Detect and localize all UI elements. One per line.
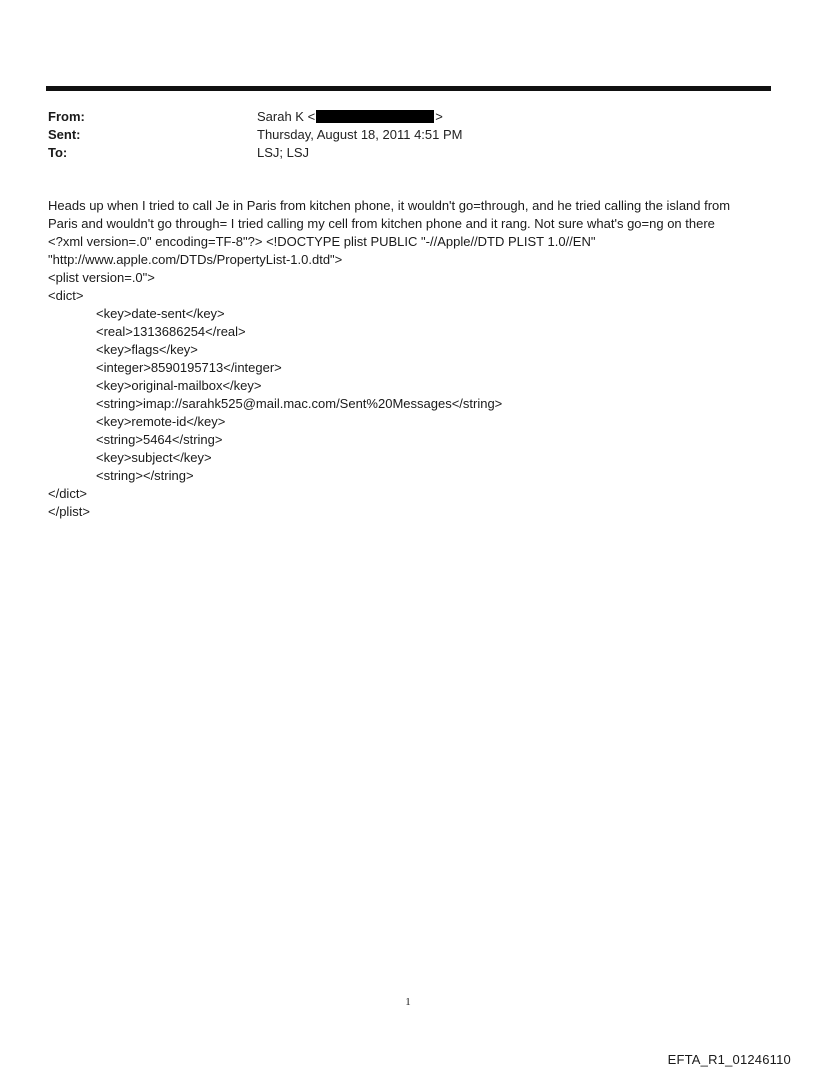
dict-line: <string></string> bbox=[96, 468, 194, 483]
dict-line: <string>5464</string> bbox=[96, 432, 223, 447]
redaction-box bbox=[316, 110, 434, 123]
body-line: Paris and wouldn't go through= I tried calling my cell from kitchen phone and it rang. Not sure what's go=ng on there bbox=[48, 216, 715, 231]
body-line: Heads up when I tried to call Je in Paris from kitchen phone, it wouldn't go=through, and he tried calling the island from bbox=[48, 198, 731, 213]
from-name: Sarah K < bbox=[257, 109, 316, 124]
page-number: 1 bbox=[405, 996, 411, 1008]
bates-number: EFTA_R1_01246110 bbox=[667, 1052, 791, 1067]
body-line: <?xml version=.0" encoding=TF-8"?> <!DOCTYPE plist PUBLIC "-//Apple//DTD PLIST 1.0//EN" bbox=[48, 234, 596, 249]
dict-line: <key>original-mailbox</key> bbox=[96, 378, 262, 393]
sent-value: Thursday, August 18, 2011 4:51 PM bbox=[257, 127, 463, 142]
email-header bbox=[48, 108, 768, 162]
from-label: From: bbox=[48, 109, 85, 124]
dict-line: <integer>8590195713</integer> bbox=[96, 360, 282, 375]
dict-line: <key>subject</key> bbox=[96, 450, 212, 465]
to-value: LSJ; LSJ bbox=[257, 145, 310, 160]
dict-line: <key>date-sent</key> bbox=[96, 306, 225, 321]
header-rule bbox=[46, 86, 771, 91]
sent-label: Sent: bbox=[48, 127, 81, 142]
to-row bbox=[48, 144, 768, 162]
from-row bbox=[48, 108, 768, 126]
body-line: <plist version=.0"> bbox=[48, 270, 155, 285]
dict-line: <key>flags</key> bbox=[96, 342, 198, 357]
from-close: > bbox=[435, 109, 443, 124]
body-line: "http://www.apple.com/DTDs/PropertyList-1.0.dtd"> bbox=[48, 252, 343, 267]
sent-row bbox=[48, 126, 768, 144]
to-label: To: bbox=[48, 145, 68, 160]
dict-line: <real>1313686254</real> bbox=[96, 324, 246, 339]
body-line: <dict> bbox=[48, 288, 84, 303]
body-line: </dict> bbox=[48, 486, 88, 501]
dict-line: <string>imap://sarahk525@mail.mac.com/Sent%20Messages</string> bbox=[96, 396, 503, 411]
dict-line: <key>remote-id</key> bbox=[96, 414, 226, 429]
body-line: </plist> bbox=[48, 504, 90, 519]
email-body bbox=[48, 197, 773, 521]
from-value bbox=[257, 108, 443, 126]
